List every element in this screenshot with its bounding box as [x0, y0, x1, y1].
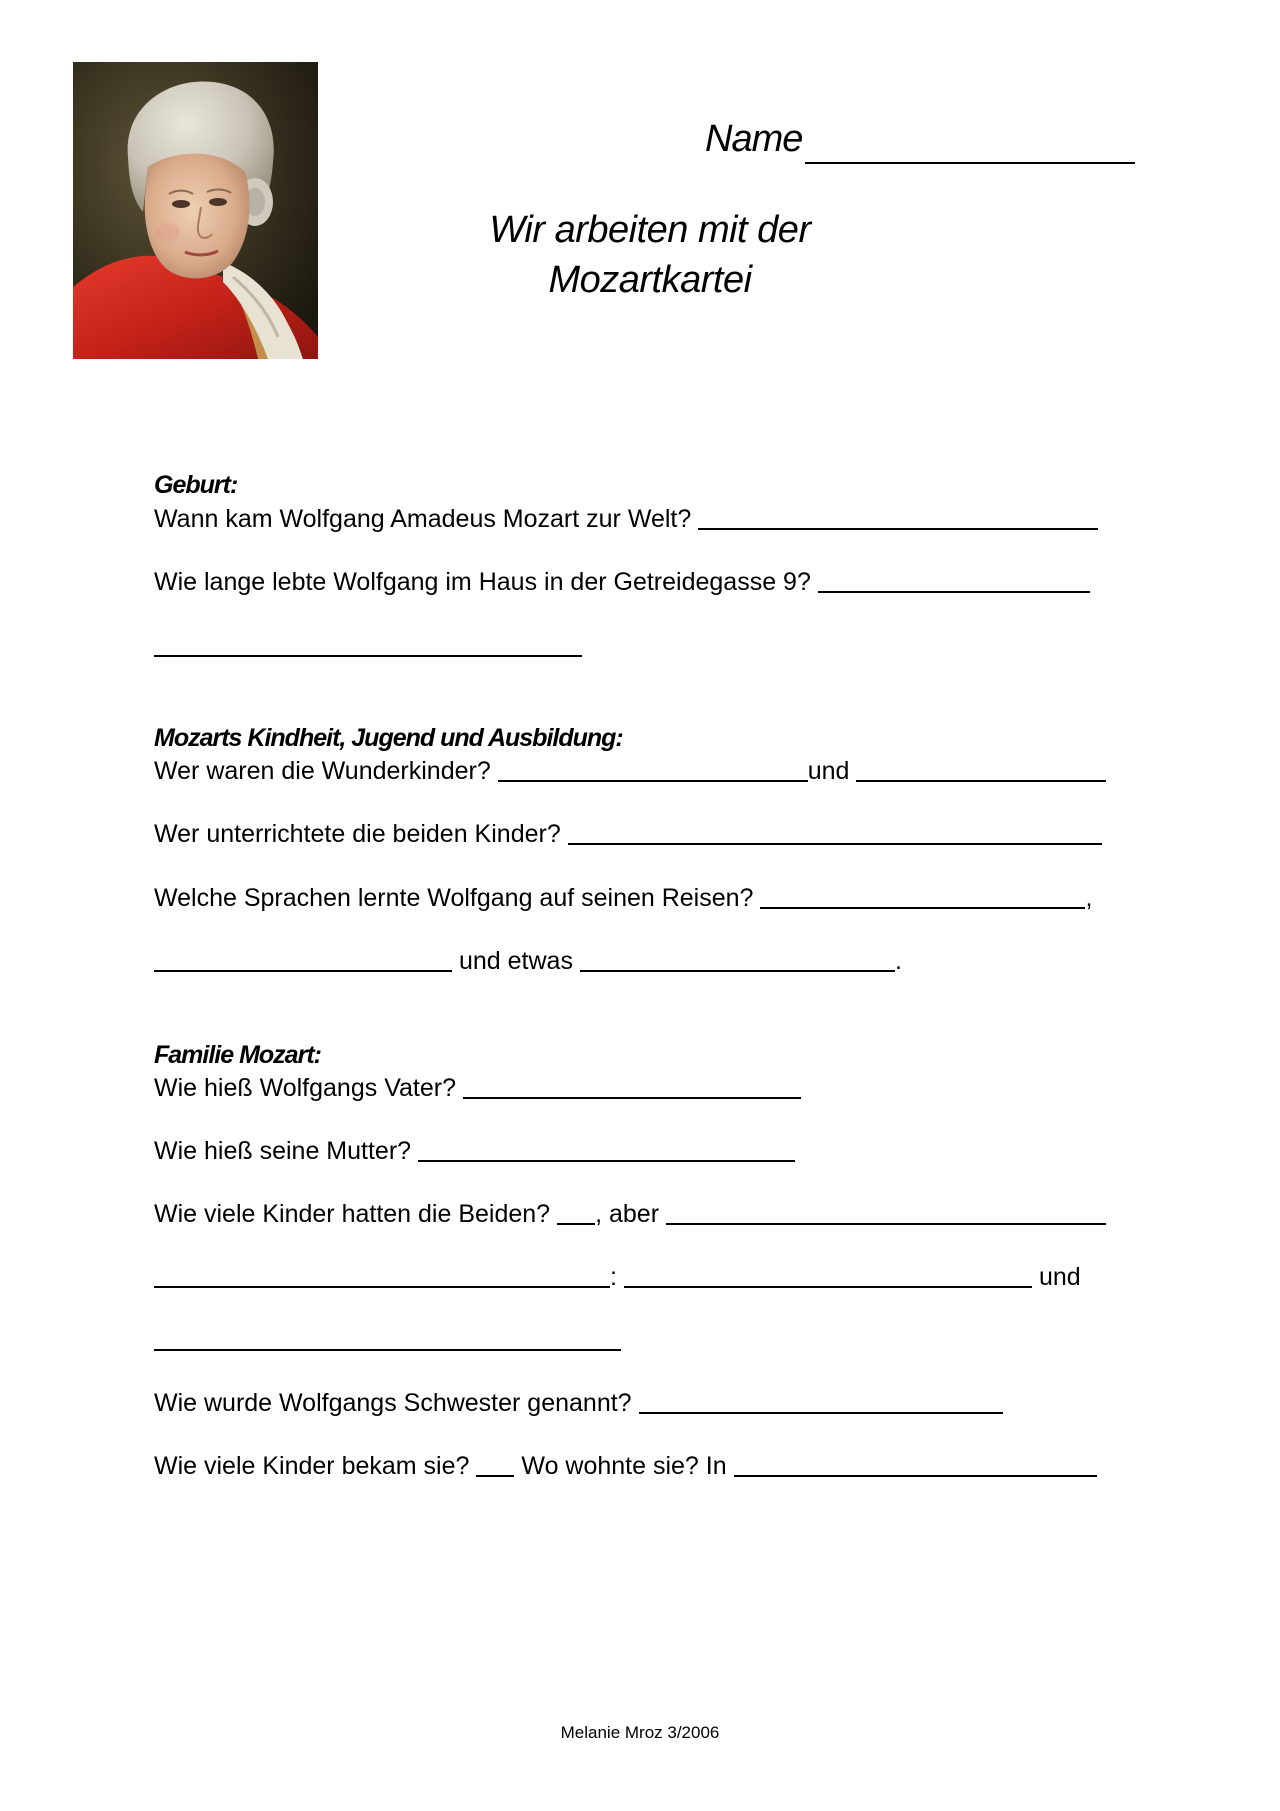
question-kinder-cont	[154, 1261, 1081, 1293]
question-kinder	[154, 1198, 1106, 1230]
question-getreidegasse	[154, 566, 1090, 598]
answer-blank[interactable]	[154, 1327, 621, 1351]
answer-blank[interactable]	[154, 633, 582, 657]
question-schwester	[154, 1387, 1003, 1419]
name-label: Name	[705, 118, 803, 160]
answer-blank[interactable]	[154, 948, 452, 972]
question-text: Wie hieß Wolfgangs Vater?	[154, 1074, 456, 1102]
answer-blank[interactable]	[463, 1075, 801, 1099]
question-vater	[154, 1072, 801, 1104]
connector-aber: , aber	[595, 1200, 660, 1228]
connector-und: und	[807, 757, 850, 785]
question-text: Wer unterrichtete die beiden Kinder?	[154, 820, 561, 848]
continuation-line	[154, 1324, 621, 1356]
question-text: Wie lange lebte Wolfgang im Haus in der Getreidegasse 9?	[154, 568, 811, 596]
mozart-portrait	[73, 62, 318, 359]
answer-blank[interactable]	[154, 1264, 610, 1288]
section-heading-kindheit: Mozarts Kindheit, Jugend und Ausbildung:	[154, 724, 623, 752]
comma: ,	[1085, 884, 1093, 912]
section-heading-geburt: Geburt:	[154, 471, 238, 499]
question-wunderkinder	[154, 755, 1106, 787]
question-mutter	[154, 1135, 795, 1167]
footer-credit: Melanie Mroz 3/2006	[560, 1723, 720, 1742]
answer-blank[interactable]	[498, 758, 808, 782]
answer-blank[interactable]	[639, 1390, 1003, 1414]
answer-blank[interactable]	[698, 506, 1098, 530]
continuation-line	[154, 630, 582, 662]
question-text: Wie viele Kinder bekam sie?	[154, 1452, 470, 1480]
question-sprachen-cont	[154, 945, 902, 977]
question-text: Wie hieß seine Mutter?	[154, 1137, 412, 1165]
question-birth	[154, 503, 1098, 535]
answer-blank[interactable]	[476, 1453, 514, 1477]
answer-blank[interactable]	[818, 569, 1090, 593]
answer-blank[interactable]	[568, 821, 1102, 845]
connector-und: und	[1038, 1263, 1081, 1291]
colon: :	[610, 1263, 617, 1291]
title-line-2: Mozartkartei	[548, 259, 752, 301]
question-sprachen	[154, 882, 1092, 914]
answer-blank[interactable]	[666, 1201, 1106, 1225]
answer-blank[interactable]	[760, 885, 1085, 909]
answer-blank[interactable]	[580, 948, 895, 972]
answer-blank[interactable]	[418, 1138, 795, 1162]
question-schwester-kinder	[154, 1450, 1097, 1482]
question-text: Wer waren die Wunderkinder?	[154, 757, 491, 785]
answer-blank[interactable]	[734, 1453, 1097, 1477]
title-line-1: Wir arbeiten mit der	[489, 209, 811, 251]
question-text-wohnort: Wo wohnte sie? In	[521, 1452, 727, 1480]
section-heading-familie: Familie Mozart:	[154, 1041, 321, 1069]
answer-blank[interactable]	[624, 1264, 1032, 1288]
question-text: Wie viele Kinder hatten die Beiden?	[154, 1200, 551, 1228]
connector-und-etwas: und etwas	[459, 947, 573, 975]
question-unterricht	[154, 818, 1102, 850]
period: .	[894, 947, 902, 975]
question-text: Welche Sprachen lernte Wolfgang auf seinen Reisen?	[154, 884, 754, 912]
question-text: Wann kam Wolfgang Amadeus Mozart zur Welt?	[154, 505, 692, 533]
question-text: Wie wurde Wolfgangs Schwester genannt?	[154, 1389, 632, 1417]
name-field[interactable]	[705, 118, 1135, 168]
answer-blank[interactable]	[856, 758, 1106, 782]
answer-blank[interactable]	[557, 1201, 595, 1225]
worksheet-title	[440, 205, 860, 305]
name-blank[interactable]	[805, 162, 1135, 164]
